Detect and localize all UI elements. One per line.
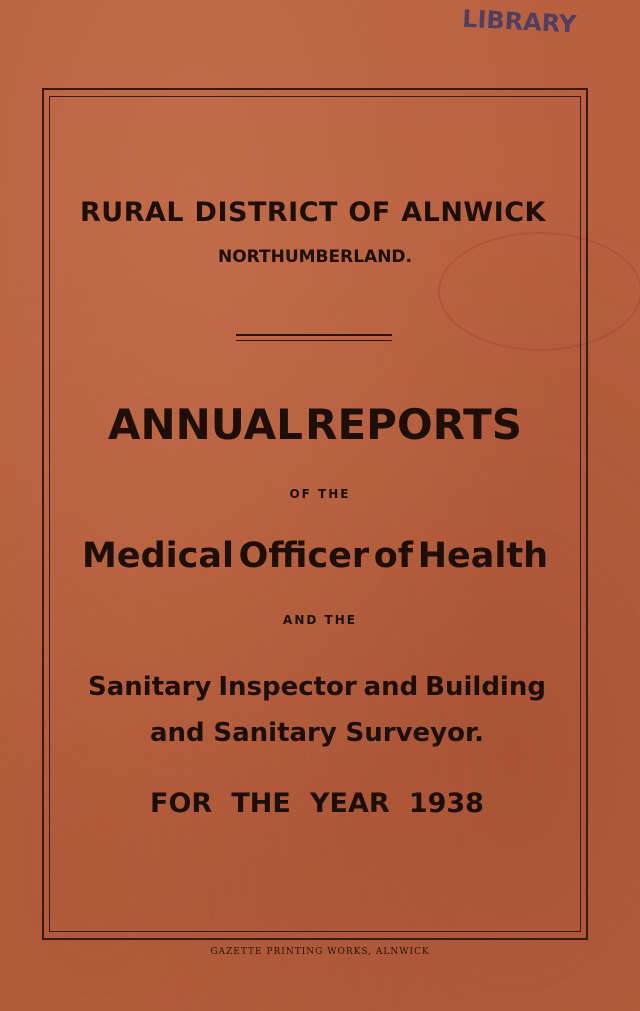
title-word: ANNUAL [108, 400, 303, 449]
surveyor-heading [150, 718, 484, 748]
and-the-connector: AND THE [283, 613, 357, 627]
inspector-word: Sanitary [88, 672, 212, 702]
inspector-word: and [363, 672, 419, 702]
district-word: ALNWICK [401, 197, 546, 228]
inspector-heading [88, 672, 546, 702]
year-word: 1938 [408, 788, 484, 819]
officer-word: Health [417, 536, 548, 576]
officer-word: of [373, 536, 414, 576]
surveyor-word: Surveyor. [345, 718, 484, 748]
year-word: THE [231, 788, 291, 819]
report-title [108, 400, 522, 449]
surveyor-word: Sanitary [213, 718, 337, 748]
divider-rule-thin [236, 340, 392, 341]
year-word: YEAR [309, 788, 390, 819]
officer-heading [82, 536, 548, 576]
year-word: FOR [150, 788, 213, 819]
inspector-word: Inspector [218, 672, 357, 702]
surveyor-word: and [150, 718, 205, 748]
officer-word: Medical [82, 536, 234, 576]
divider-rule [236, 334, 392, 336]
title-word: REPORTS [305, 400, 522, 449]
year-heading [150, 788, 484, 819]
of-the-connector: OF THE [289, 487, 351, 501]
district-word: DISTRICT [194, 197, 338, 228]
inspector-word: Building [425, 672, 546, 702]
library-stamp: LIBRARY [461, 4, 577, 39]
officer-word: Officer [238, 536, 370, 576]
printer-imprint: GAZETTE PRINTING WORKS, ALNWICK [210, 947, 430, 957]
county-heading: NORTHUMBERLAND. [218, 247, 412, 267]
district-heading [80, 197, 546, 228]
district-word: RURAL [80, 197, 185, 228]
district-word: OF [348, 197, 391, 228]
